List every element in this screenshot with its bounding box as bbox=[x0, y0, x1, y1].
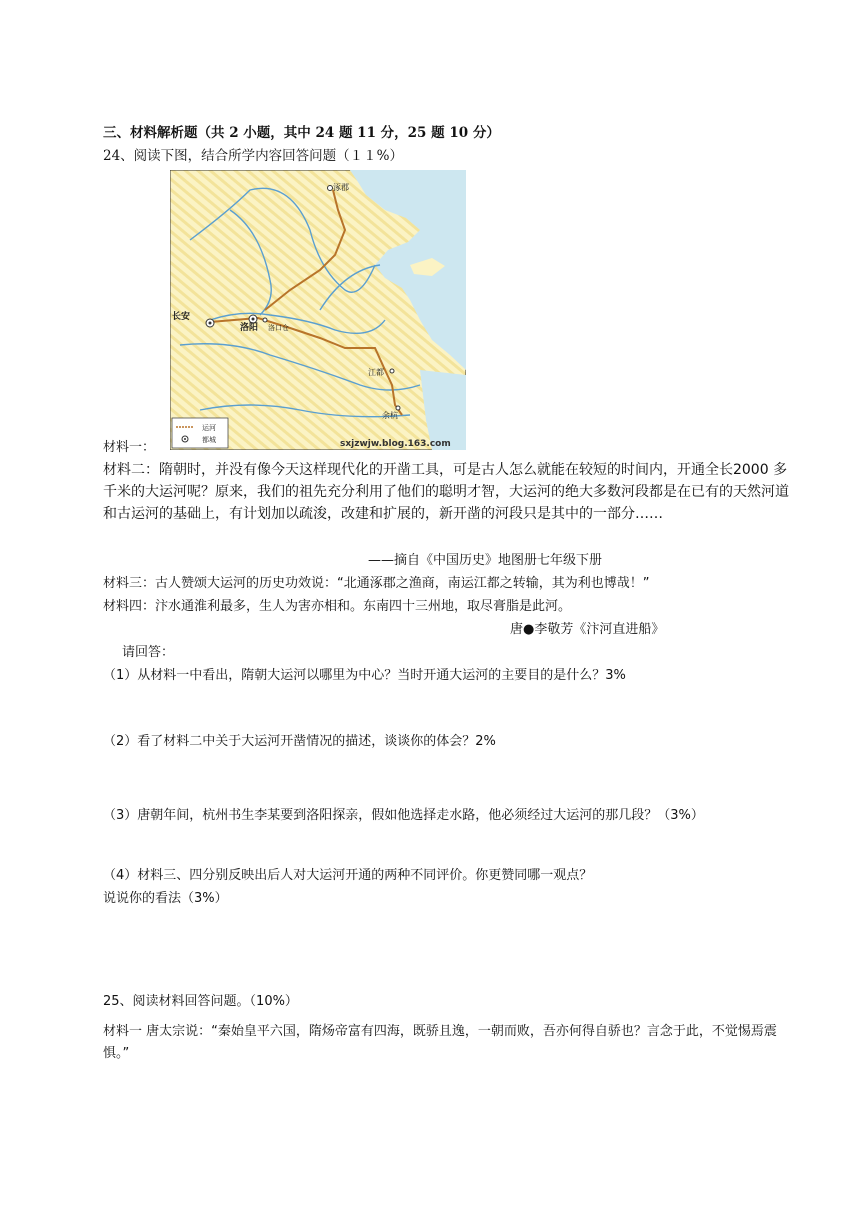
question-25-material-1: 材料一 唐太宗说：“秦始皇平六国，隋炀帝富有四海，既骄且逸，一朝而败，吾亦何得自骄也？言念于此，不觉惕焉震惧。” bbox=[103, 1024, 777, 1061]
map-label-yuhang: 余杭 bbox=[382, 411, 398, 420]
grand-canal-map bbox=[170, 170, 466, 450]
material-2: 材料二：隋朝时，并没有像今天这样现代化的开凿工具，可是古人怎么就能在较短的时间内，开通全长2000 多千米的大运河呢？原来，我们的祖先充分利用了他们的聪明才智，大运河的绝大多数河段都是在已有的天然河道和古运河的基础上，有计划加以疏浚，改建和扩展的，新开凿的河段只是其中的一部分…… bbox=[103, 462, 789, 522]
question-24-title: 24、阅读下图，结合所学内容回答问题（１１%） bbox=[103, 148, 404, 164]
material-2-source: ——摘自《中国历史》地图册七年级下册 bbox=[368, 553, 603, 568]
map-legend-canal: 运河 bbox=[202, 424, 216, 432]
material-4: 材料四：汴水通淮利最多，生人为害亦相和。东南四十三州地，取尽膏脂是此河。 bbox=[103, 599, 572, 614]
question-24-3: （3）唐朝年间，杭州书生李某要到洛阳探亲，假如他选择走水路，他必须经过大运河的那几段？（3%） bbox=[103, 808, 704, 823]
material-1-label: 材料一： bbox=[103, 440, 156, 455]
question-25-title: 25、阅读材料回答问题。（10%） bbox=[103, 994, 298, 1009]
question-24-1: （1）从材料一中看出，隋朝大运河以哪里为中心？当时开通大运河的主要目的是什么？3% bbox=[103, 668, 626, 683]
map-legend bbox=[172, 418, 228, 448]
material-3: 材料三：古人赞颂大运河的历史功效说：“北通涿郡之渔商，南运江都之转输，其为利也博哉！” bbox=[103, 576, 650, 591]
question-24-2: （2）看了材料二中关于大运河开凿情况的描述，谈谈你的体会？2% bbox=[103, 734, 496, 749]
material-4-source: 唐●李敬芳《汴河直进船》 bbox=[510, 622, 665, 637]
map-watermark: sxjzwjw.blog.163.com bbox=[340, 439, 451, 449]
map-label-changan: 长安 bbox=[172, 312, 191, 322]
question-24-4-line2: 说说你的看法（3%） bbox=[103, 891, 228, 906]
map-legend-city: 都城 bbox=[202, 436, 216, 444]
question-24-4-line1: （4）材料三、四分别反映出后人对大运河开通的两种不同评价。你更赞同哪一观点？ bbox=[103, 868, 593, 883]
map-label-luoyang: 洛阳 bbox=[240, 323, 259, 333]
answer-prompt: 请回答： bbox=[122, 645, 175, 660]
map-label-zhuojun: 涿郡 bbox=[333, 183, 349, 192]
section-title: 三、材料解析题（共 2 小题，其中 24 题 11 分，25 题 10 分） bbox=[103, 125, 500, 141]
map-label-jiangdu: 江都 bbox=[368, 368, 384, 377]
map-label-luokoucang: 洛口仓 bbox=[268, 324, 289, 332]
